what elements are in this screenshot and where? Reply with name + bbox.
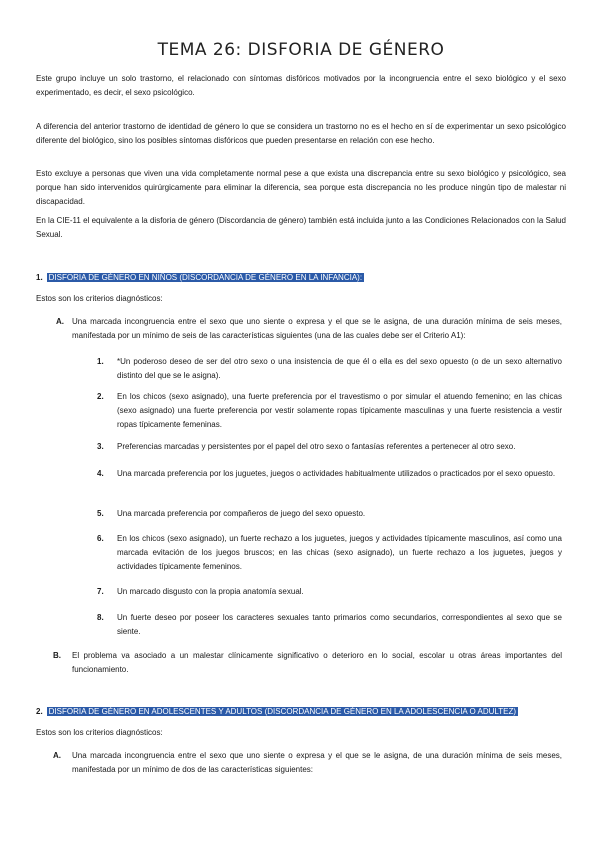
criterion-item-number: 6. xyxy=(97,534,104,543)
section-2-criterion-a-letter: A. xyxy=(53,751,61,760)
criterion-item-text: Una marcada preferencia por los juguetes, juegos o actividades habitualmente utilizados o practicados por el sexo opuesto. xyxy=(117,469,556,478)
page-title: TEMA 26: DISFORIA DE GÉNERO xyxy=(157,40,445,60)
section-1-title: DISFORIA DE GÉNERO EN NIÑOS (DISCORDANCIA DE GÉNERO EN LA INFANCIA): xyxy=(48,273,363,282)
criterion-item-number: 2. xyxy=(97,392,104,401)
criterion-item-number: 3. xyxy=(97,442,104,451)
criterion-item-text: *Un poderoso deseo de ser del otro sexo o una insistencia de que él o ella es del sexo opuesto (o de un sexo alternativo distinto del que se le asigna). xyxy=(117,357,562,380)
section-2-intro: Estos son los criterios diagnósticos: xyxy=(36,728,163,737)
section-2-criterion-a-text: Una marcada incongruencia entre el sexo que uno siente o expresa y el que se le asigna, de una duración mínima de seis meses, manifestada por un mínimo de dos de las características siguientes: xyxy=(72,751,562,774)
criterion-item-text: En los chicos (sexo asignado), un fuerte rechazo a los juguetes, juegos y actividades típicamente masculinos, así como una marcada evitación de los juegos bruscos; en las chicas (sexo asignado), un fuerte rechazo a los juguetes, juegos y actividades típicamente femeninos. xyxy=(117,534,562,571)
criterion-b-text: El problema va asociado a un malestar clínicamente significativo o deterioro en lo social, escolar u otras áreas importantes del funcionamiento. xyxy=(72,651,562,674)
criterion-item-number: 8. xyxy=(97,613,104,622)
criterion-a-letter: A. xyxy=(56,317,64,326)
section-2-heading xyxy=(36,706,518,718)
section-2-title: DISFORIA DE GÉNERO EN ADOLESCENTES Y ADULTOS (DISCORDANCIA DE GÉNERO EN LA ADOLESCENCIA O ADULTEZ) xyxy=(48,707,517,716)
paragraph-intro-2: A diferencia del anterior trastorno de identidad de género lo que se considera un trastorno no es el hecho en sí de experimentar un sexo psicológico diferente del biológico, sino los posibles síntomas disfóricos que pueden presentarse en relación con ese hecho. xyxy=(36,122,566,145)
section-1-intro: Estos son los criterios diagnósticos: xyxy=(36,294,163,303)
paragraph-intro-3: Esto excluye a personas que viven una vida completamente normal pese a que exista una discrepancia entre su sexo biológico y psicológico, sea porque han sido intervenidos quirúrgicamente para eliminar la diferencia, sea porque esta discrepancia no les produce ningún tipo de malestar ni discapacidad. xyxy=(36,169,566,206)
section-1-heading xyxy=(36,272,364,284)
criterion-item-number: 7. xyxy=(97,587,104,596)
criterion-item-text: Preferencias marcadas y persistentes por el papel del otro sexo o fantasías referentes a pertenecer al otro sexo. xyxy=(117,442,516,451)
criterion-item-text: En los chicos (sexo asignado), una fuerte preferencia por el travestismo o por simular el atuendo femenino; en las chicas (sexo asignado) una fuerte preferencia por vestir solamente ropas típicamente masculinas y una fuerte resistencia a vestir ropas típicamente femeninas. xyxy=(117,392,562,429)
criterion-item-text: Un fuerte deseo por poseer los caracteres sexuales tanto primarios como secundarios, correspondientes al sexo que se siente. xyxy=(117,613,562,636)
criterion-item-text: Una marcada preferencia por compañeros de juego del sexo opuesto. xyxy=(117,509,366,518)
section-1-number: 1. xyxy=(36,273,43,282)
criterion-item-number: 5. xyxy=(97,509,104,518)
paragraph-intro-1: Este grupo incluye un solo trastorno, el relacionado con síntomas disfóricos motivados por la incongruencia entre el sexo biológico y el sexo experimentado, es decir, el sexo psicológico. xyxy=(36,74,566,97)
criterion-a-text: Una marcada incongruencia entre el sexo que uno siente o expresa y el que se le asigna, de una duración mínima de seis meses, manifestada por un mínimo de seis de las características siguientes (una de las cuales debe ser el Criterio A1): xyxy=(72,317,562,340)
section-2-number: 2. xyxy=(36,707,43,716)
criterion-item-number: 1. xyxy=(97,357,104,366)
criterion-item-number: 4. xyxy=(97,469,104,478)
paragraph-intro-4: En la CIE-11 el equivalente a la disforia de género (Discordancia de género) también está incluida junto a las Condiciones Relacionados con la Salud Sexual. xyxy=(36,216,566,239)
criterion-item-text: Un marcado disgusto con la propia anatomía sexual. xyxy=(117,587,304,596)
criterion-b-letter: B. xyxy=(53,651,61,660)
